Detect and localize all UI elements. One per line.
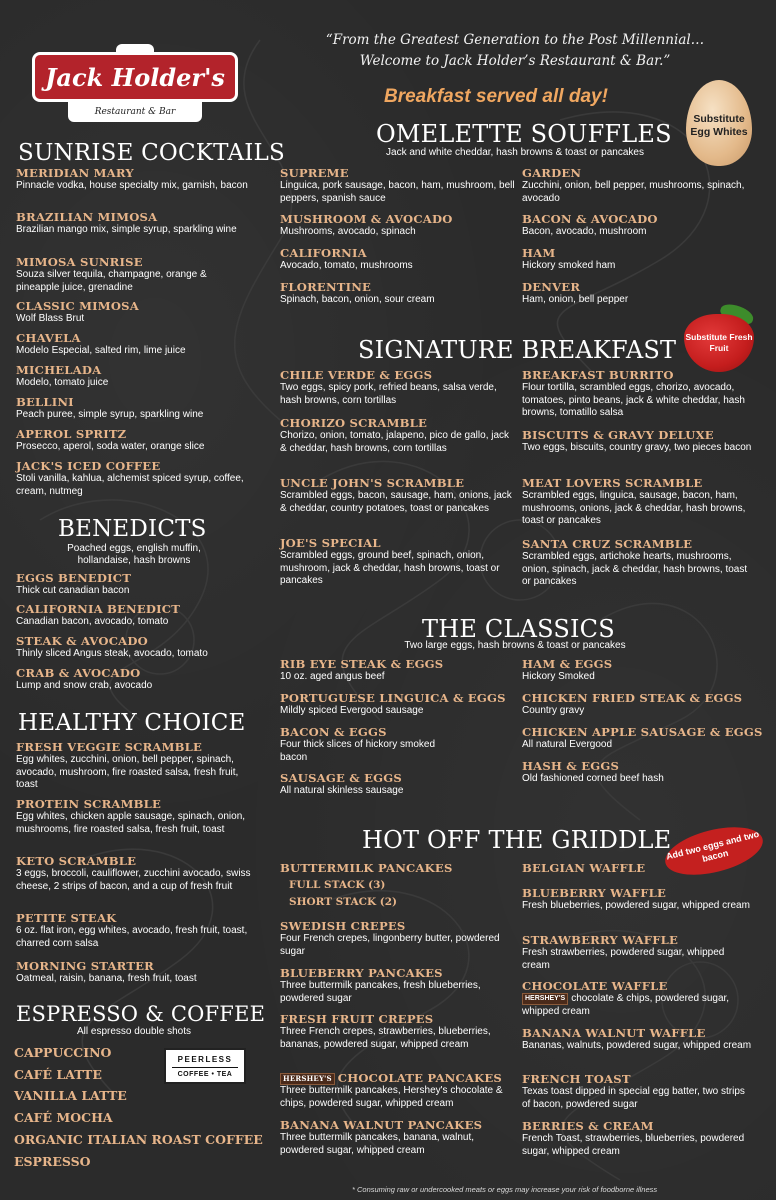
item-name: SWEDISH CREPES (280, 919, 406, 933)
menu-item (16, 299, 252, 326)
item-desc: Fresh strawberries, powdered sugar, whipped cream (522, 947, 725, 971)
item-name: CLASSIC MIMOSA (16, 299, 139, 313)
section-title-benedicts: BENEDICTS (58, 516, 207, 542)
item-desc: Prosecco, aperol, soda water, orange slice (16, 441, 205, 452)
item-name: CHOCOLATE WAFFLE (522, 979, 668, 993)
item-name: DENVER (522, 280, 581, 294)
item-desc: Scrambled eggs, linguica, sausage, bacon, ham, mushrooms, onions, jack & cheddar, hash browns, toast or pancakes (522, 490, 746, 526)
section-title-espresso-coffee: ESPRESSO & COFFEE (16, 1002, 266, 1026)
menu-item (16, 854, 254, 893)
menu-item (16, 395, 252, 422)
menu-item (522, 1026, 754, 1053)
menu-item (280, 771, 516, 798)
item-name: CHICKEN APPLE SAUSAGE & EGGS (522, 725, 763, 739)
item-name: PORTUGUESE LINGUICA & EGGS (280, 691, 506, 705)
item-name: MICHELADA (16, 363, 102, 377)
menu-item (522, 759, 754, 786)
section-title-sunrise-cocktails: SUNRISE COCKTAILS (18, 140, 285, 166)
item-name: BLUEBERRY PANCAKES (280, 966, 443, 980)
hersheys-logo-icon: HERSHEY'S (280, 1073, 335, 1085)
menu-item (16, 255, 252, 294)
item-name: BERRIES & CREAM (522, 1119, 654, 1133)
item-desc: Texas toast dipped in special egg batter, two strips of bacon, powdered sugar (522, 1086, 745, 1110)
hersheys-logo-icon: HERSHEY'S (522, 993, 568, 1005)
item-desc: 10 oz. aged angus beef (280, 671, 385, 682)
item-name: BANANA WALNUT WAFFLE (522, 1026, 706, 1040)
item-name: CHILE VERDE & EGGS (280, 368, 433, 382)
espresso-subtitle: All espresso double shots (77, 1026, 191, 1037)
logo-banner (32, 52, 238, 102)
item-name: BUTTERMILK PANCAKES (280, 861, 453, 875)
coffee-item: VANILLA LATTE (14, 1088, 127, 1103)
item-name: SUPREME (280, 166, 349, 180)
quote-line-2: Welcome to Jack Holder’s Restaurant & Bar.” (359, 53, 671, 69)
item-desc: Brazilian mango mix, simple syrup, sparkling wine (16, 224, 237, 235)
item-name: FLORENTINE (280, 280, 372, 294)
menu-item (522, 886, 754, 913)
item-desc: Stoli vanilla, kahlua, alchemist spiced syrup, coffee, cream, nutmeg (16, 473, 244, 497)
item-name: UNCLE JOHN'S SCRAMBLE (280, 476, 465, 490)
menu-item (522, 537, 754, 589)
menu-item (280, 280, 516, 307)
menu-item (280, 691, 516, 718)
item-desc: French Toast, strawberries, blueberries, powdered sugar, whipped cream (522, 1133, 745, 1157)
item-name: JACK'S ICED COFFEE (16, 459, 161, 473)
menu-item (16, 363, 252, 390)
menu-item (522, 212, 750, 239)
menu-item (16, 331, 252, 358)
item-desc: Three buttermilk pancakes, Hershey's chocolate & chips, powdered sugar, whipped cream (280, 1085, 503, 1109)
menu-item (280, 966, 516, 1005)
menu-item (522, 861, 754, 875)
menu-item (522, 657, 754, 684)
menu-item (280, 919, 516, 958)
item-desc: Egg whites, chicken apple sausage, spinach, onion, mushrooms, fire roasted salsa, fresh fruit, toast (16, 811, 246, 835)
item-desc: Scrambled eggs, ground beef, spinach, onion, mushroom, jack & cheddar, hash browns, toast or pancakes (280, 550, 500, 586)
benedicts-subtitle-line-1: Poached eggs, english muffin, (67, 543, 201, 554)
item-name: EGGS BENEDICT (16, 571, 132, 585)
item-desc: Avocado, tomato, mushrooms (280, 260, 413, 271)
section-title-classics: THE CLASSICS (422, 615, 615, 643)
item-desc: Fresh blueberries, powdered sugar, whipped cream (522, 900, 750, 911)
item-desc: Old fashioned corned beef hash (522, 773, 664, 784)
coffee-item: CAPPUCCINO (14, 1045, 112, 1060)
item-desc: Egg whites, zucchini, onion, bell pepper, spinach, avocado, mushroom, fire roasted salsa, fresh fruit, toast (16, 754, 239, 790)
item-desc: Linguica, pork sausage, bacon, ham, mushroom, bell peppers, spanish sauce (280, 180, 515, 204)
menu-item (522, 1072, 754, 1111)
menu-item (280, 246, 516, 273)
menu-item (522, 428, 754, 455)
item-name: SANTA CRUZ SCRAMBLE (522, 537, 693, 551)
item-desc: Scrambled eggs, bacon, sausage, ham, onions, jack & cheddar, country potatoes, toast or pancakes (280, 490, 512, 514)
item-desc: Three French crepes, strawberries, blueberries, bananas, powdered sugar, whipped cream (280, 1026, 491, 1050)
item-name: MORNING STARTER (16, 959, 155, 973)
item-name: GARDEN (522, 166, 582, 180)
item-desc: 6 oz. flat iron, egg whites, avocado, fresh fruit, toast, charred corn salsa (16, 925, 248, 949)
item-desc: Thinly sliced Angus steak, avocado, tomato (16, 648, 208, 659)
menu-item (522, 725, 763, 752)
add-eggs-bacon-badge: Add two eggs and two bacon (660, 819, 767, 884)
egg-whites-badge: Substitute Egg Whites (686, 80, 752, 166)
item-name: CHORIZO SCRAMBLE (280, 416, 427, 430)
item-name-text: CHOCOLATE PANCAKES (337, 1071, 502, 1085)
menu-item (16, 602, 252, 629)
item-name: APEROL SPRITZ (16, 427, 127, 441)
classics-subtitle: Two large eggs, hash browns & toast or pancakes (404, 640, 626, 651)
item-name (280, 1071, 516, 1085)
item-name: RIB EYE STEAK & EGGS (280, 657, 444, 671)
fresh-fruit-badge: Substitute Fresh Fruit (684, 314, 754, 372)
menu-item (280, 1071, 516, 1110)
menu-item (16, 666, 252, 693)
section-title-signature: SIGNATURE BREAKFAST (358, 336, 677, 364)
menu-item (522, 368, 754, 420)
restaurant-logo (28, 40, 242, 140)
item-name: BANANA WALNUT PANCAKES (280, 1118, 483, 1132)
menu-item (280, 416, 516, 455)
item-name: CALIFORNIA (280, 246, 367, 260)
item-name: BISCUITS & GRAVY DELUXE (522, 428, 714, 442)
menu-item (16, 740, 254, 792)
benedicts-subtitle-line-2: hollandaise, hash browns (77, 555, 191, 566)
item-name: BELLINI (16, 395, 74, 409)
welcome-quote (280, 30, 750, 72)
item-name: KETO SCRAMBLE (16, 854, 137, 868)
peerless-text: PEERLESS (177, 1055, 233, 1064)
full-stack: FULL STACK (3) (289, 879, 386, 891)
menu-item (280, 476, 516, 515)
item-name: JOE'S SPECIAL (280, 536, 381, 550)
item-name: BACON & EGGS (280, 725, 387, 739)
peerless-coffee-logo (164, 1048, 246, 1084)
item-name: BREAKFAST BURRITO (522, 368, 674, 382)
item-desc: 3 eggs, broccoli, cauliflower, zucchini avocado, swiss cheese, 2 strips of bacon, and a cup of fresh fruit (16, 868, 251, 892)
item-name: BLUEBERRY WAFFLE (522, 886, 667, 900)
item-desc: Thick cut canadian bacon (16, 585, 130, 596)
coffee-item: ESPRESSO (14, 1154, 91, 1169)
item-desc: Modelo Especial, salted rim, lime juice (16, 345, 186, 356)
item-desc: Hickory Smoked (522, 671, 595, 682)
item-name: FRESH VEGGIE SCRAMBLE (16, 740, 203, 754)
menu-item (522, 280, 750, 307)
item-desc: Mildly spiced Evergood sausage (280, 705, 424, 716)
menu-item (16, 571, 252, 598)
menu-item (16, 634, 252, 661)
item-desc: Modelo, tomato juice (16, 377, 109, 388)
menu-item (280, 368, 516, 407)
menu-item (280, 657, 516, 684)
section-title-griddle: HOT OFF THE GRIDDLE (362, 826, 672, 854)
item-desc: Country gravy (522, 705, 585, 716)
menu-item (522, 1119, 754, 1158)
item-desc: Scrambled eggs, artichoke hearts, mushrooms, onion, spinach, jack & cheddar, hash browns, toast or pancakes (522, 551, 748, 587)
menu-item (280, 1118, 516, 1157)
item-desc: Zucchini, onion, bell pepper, mushrooms, spinach, avocado (522, 180, 745, 204)
menu-item (16, 911, 254, 950)
item-name: BACON & AVOCADO (522, 212, 658, 226)
foodborne-disclaimer: * Consuming raw or undercooked meats or eggs may increase your risk of foodborne illness (352, 1185, 658, 1194)
item-name: HAM (522, 246, 556, 260)
item-desc: Peach puree, simple syrup, sparkling wine (16, 409, 204, 420)
item-name: STRAWBERRY WAFFLE (522, 933, 679, 947)
item-desc: All natural skinless sausage (280, 785, 404, 796)
benedicts-subtitle (16, 543, 252, 567)
menu-item (522, 246, 750, 273)
item-name: CHAVELA (16, 331, 81, 345)
menu-item (16, 459, 252, 498)
item-desc: Flour tortilla, scrambled eggs, chorizo, avocado, tomatoes, pinto beans, jack & white cheddar, hash browns, tomatillo salsa (522, 382, 745, 418)
item-name: CALIFORNIA BENEDICT (16, 602, 181, 616)
item-desc: Chorizo, onion, tomato, jalapeno, pico de gallo, jack & cheddar, hash browns, corn tortillas (280, 430, 510, 454)
menu-item (522, 933, 754, 972)
item-name: MIMOSA SUNRISE (16, 255, 143, 269)
item-name: HAM & EGGS (522, 657, 613, 671)
menu-item (280, 212, 516, 239)
item-desc: Ham, onion, bell pepper (522, 294, 629, 305)
menu-item (522, 166, 750, 205)
section-title-healthy-choice: HEALTHY CHOICE (18, 710, 246, 736)
menu-item (16, 959, 254, 986)
omelette-subtitle: Jack and white cheddar, hash browns & toast or pancakes (386, 147, 644, 158)
item-name: HASH & EGGS (522, 759, 620, 773)
item-desc: Wolf Blass Brut (16, 313, 85, 324)
short-stack: SHORT STACK (2) (289, 896, 398, 908)
item-name: FRESH FRUIT CREPES (280, 1012, 434, 1026)
item-name: CHICKEN FRIED STEAK & EGGS (522, 691, 743, 705)
item-name: BELGIAN WAFFLE (522, 861, 646, 875)
item-name: PETITE STEAK (16, 911, 117, 925)
menu-item (522, 691, 754, 718)
menu-item (280, 536, 516, 588)
menu-item (522, 979, 754, 1018)
menu-item (16, 797, 254, 836)
menu-item (16, 166, 252, 193)
item-desc: Mushrooms, avocado, spinach (280, 226, 416, 237)
item-name: BRAZILIAN MIMOSA (16, 210, 158, 224)
breakfast-all-day: Breakfast served all day! (384, 86, 608, 107)
item-desc: Pinnacle vodka, house specialty mix, garnish, bacon (16, 180, 248, 191)
item-name: SAUSAGE & EGGS (280, 771, 402, 785)
item-desc: Hickory smoked ham (522, 260, 616, 271)
item-name: STEAK & AVOCADO (16, 634, 148, 648)
item-name: CRAB & AVOCADO (16, 666, 141, 680)
item-desc: Spinach, bacon, onion, sour cream (280, 294, 435, 305)
item-name: MEAT LOVERS SCRAMBLE (522, 476, 703, 490)
menu-item (280, 1012, 516, 1051)
coffee-item: ORGANIC ITALIAN ROAST COFFEE (14, 1132, 263, 1147)
item-desc: Lump and snow crab, avocado (16, 680, 153, 691)
item-desc: Three buttermilk pancakes, fresh blueberries, powdered sugar (280, 980, 481, 1004)
coffee-item: CAFÉ LATTE (14, 1067, 102, 1082)
menu-item (16, 427, 252, 454)
item-desc-text: chocolate & chips, powdered sugar, whipped cream (522, 993, 730, 1017)
item-desc: Canadian bacon, avocado, tomato (16, 616, 169, 627)
item-desc: Two eggs, biscuits, country gravy, two pieces bacon (522, 442, 752, 453)
item-desc: Four French crepes, lingonberry butter, powdered sugar (280, 933, 500, 957)
item-desc: Two eggs, spicy pork, refried beans, salsa verde, hash browns, corn tortillas (280, 382, 497, 406)
section-title-omelette: OMELETTE SOUFFLES (376, 120, 672, 148)
coffee-item: CAFÉ MOCHA (14, 1110, 113, 1125)
item-desc: Souza silver tequila, champagne, orange & pineapple juice, grenadine (16, 269, 207, 293)
menu-item (522, 476, 754, 528)
item-name: MUSHROOM & AVOCADO (280, 212, 453, 226)
item-desc (522, 993, 754, 1018)
item-desc: Bananas, walnuts, powdered sugar, whipped cream (522, 1040, 752, 1051)
logo-name: Jack Holder's (45, 62, 225, 92)
logo-subtitle: Restaurant & Bar (68, 102, 202, 122)
item-desc: Four thick slices of hickory smoked bacon (280, 739, 436, 763)
item-name: FRENCH TOAST (522, 1072, 631, 1086)
item-name: MERIDIAN MARY (16, 166, 134, 180)
item-desc: Oatmeal, raisin, banana, fresh fruit, toast (16, 973, 197, 984)
peerless-subtext: COFFEE • TEA (172, 1067, 238, 1082)
menu-item (16, 210, 252, 237)
quote-line-1: “From the Greatest Generation to the Post Millennial… (325, 32, 705, 48)
menu-item (280, 166, 516, 205)
menu-item (280, 725, 460, 764)
item-desc: Three buttermilk pancakes, banana, walnut, powdered sugar, whipped cream (280, 1132, 474, 1156)
menu-item (280, 861, 516, 909)
item-desc: All natural Evergood (522, 739, 613, 750)
item-desc: Bacon, avocado, mushroom (522, 226, 647, 237)
item-name: PROTEIN SCRAMBLE (16, 797, 162, 811)
